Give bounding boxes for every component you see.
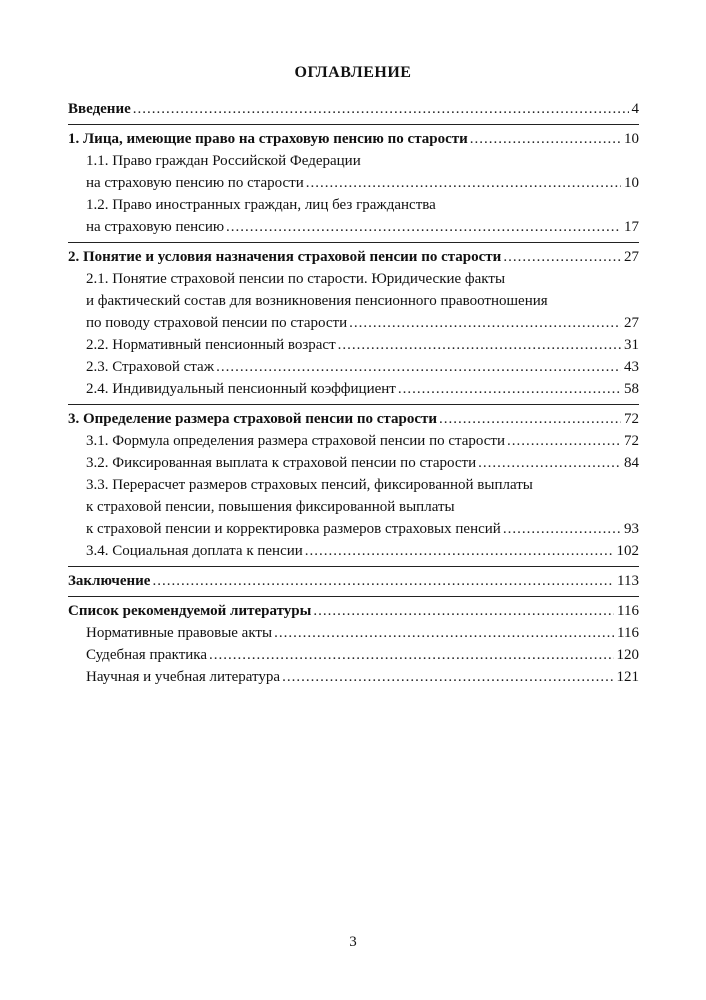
toc-entry-label: по поводу страховой пенсии по старости bbox=[86, 315, 348, 331]
toc-entry-1-2[interactable] bbox=[68, 216, 639, 238]
toc-page-number: 84 bbox=[624, 455, 639, 471]
toc-page-number: 120 bbox=[616, 647, 639, 663]
toc-entry-chapter-2[interactable] bbox=[68, 246, 639, 268]
toc-entry-label: 3.3. Перерасчет размеров страховых пенсий, фиксированной выплаты bbox=[86, 477, 533, 493]
toc-entry-2-1-line2[interactable] bbox=[68, 290, 639, 312]
dot-leader bbox=[209, 644, 613, 666]
toc-entry-label: 1. Лица, имеющие право на страховую пенсию по старости bbox=[68, 131, 468, 147]
toc-entry-2-1[interactable] bbox=[68, 312, 639, 334]
toc-entry-3-4[interactable] bbox=[68, 540, 639, 562]
toc-page-number: 102 bbox=[616, 543, 639, 559]
toc-entry-label: 2.2. Нормативный пенсионный возраст bbox=[86, 337, 336, 353]
toc-entry-label: 2.3. Страховой стаж bbox=[86, 359, 215, 375]
toc-entry-1-1[interactable] bbox=[68, 172, 639, 194]
dot-leader bbox=[216, 356, 621, 378]
dot-leader bbox=[274, 622, 614, 644]
toc-entry-label: 2.4. Индивидуальный пенсионный коэффициент bbox=[86, 381, 396, 397]
toc-entry-2-4[interactable] bbox=[68, 378, 639, 400]
table-of-contents bbox=[68, 98, 639, 688]
toc-entry-literature-3[interactable] bbox=[68, 666, 639, 688]
dot-leader bbox=[470, 128, 621, 150]
toc-entry-1-1-line1[interactable] bbox=[68, 150, 639, 172]
toc-page-number: 72 bbox=[624, 411, 639, 427]
toc-entry-label: на страховую пенсию по старости bbox=[86, 175, 304, 191]
toc-entry-1-2-line1[interactable] bbox=[68, 194, 639, 216]
toc-entry-2-1-line1[interactable] bbox=[68, 268, 639, 290]
toc-entry-literature-1[interactable] bbox=[68, 622, 639, 644]
toc-page-number: 72 bbox=[624, 433, 639, 449]
page-title: ОГЛАВЛЕНИЕ bbox=[294, 64, 412, 81]
toc-entry-label: Список рекомендуемой литературы bbox=[68, 603, 312, 619]
toc-entry-label: 1.1. Право граждан Российской Федерации bbox=[86, 153, 361, 169]
toc-page-number: 27 bbox=[624, 315, 639, 331]
section-divider bbox=[68, 404, 639, 405]
dot-leader bbox=[478, 452, 621, 474]
toc-entry-label: Научная и учебная литература bbox=[86, 669, 281, 685]
dot-leader bbox=[313, 600, 614, 622]
dot-leader bbox=[507, 430, 621, 452]
dot-leader bbox=[439, 408, 621, 430]
toc-entry-label: 1.2. Право иностранных граждан, лиц без гражданства bbox=[86, 197, 436, 213]
section-divider bbox=[68, 566, 639, 567]
toc-entry-label: 3.1. Формула определения размера страховой пенсии по старости bbox=[86, 433, 506, 449]
toc-entry-label: 3.4. Социальная доплата к пенсии bbox=[86, 543, 303, 559]
dot-leader bbox=[503, 246, 621, 268]
dot-leader bbox=[226, 216, 621, 238]
section-divider bbox=[68, 596, 639, 597]
toc-entry-label: к страховой пенсии и корректировка размеров страховых пенсий bbox=[86, 521, 501, 537]
section-divider bbox=[68, 242, 639, 243]
toc-entry-3-3-line1[interactable] bbox=[68, 474, 639, 496]
dot-leader bbox=[305, 540, 614, 562]
toc-entry-intro[interactable] bbox=[68, 98, 639, 120]
toc-page-number: 43 bbox=[624, 359, 639, 375]
toc-page-number: 116 bbox=[617, 603, 639, 619]
toc-entry-2-2[interactable] bbox=[68, 334, 639, 356]
toc-entry-label: и фактический состав для возникновения пенсионного правоотношения bbox=[86, 293, 548, 309]
toc-page-number: 27 bbox=[624, 249, 639, 265]
dot-leader bbox=[338, 334, 621, 356]
toc-entry-label: 2.1. Понятие страховой пенсии по старости. Юридические факты bbox=[86, 271, 506, 287]
toc-entry-label: 2. Понятие и условия назначения страховой пенсии по старости bbox=[68, 249, 502, 265]
section-divider bbox=[68, 124, 639, 125]
toc-page-number: 113 bbox=[617, 573, 639, 589]
toc-page-number: 31 bbox=[624, 337, 639, 353]
toc-page-number: 10 bbox=[624, 131, 639, 147]
toc-entry-label: Нормативные правовые акты bbox=[86, 625, 273, 641]
toc-entry-label: Заключение bbox=[68, 573, 151, 589]
toc-entry-2-3[interactable] bbox=[68, 356, 639, 378]
toc-entry-3-2[interactable] bbox=[68, 452, 639, 474]
toc-entry-label: на страховую пенсию bbox=[86, 219, 225, 235]
toc-page-number: 121 bbox=[616, 669, 639, 685]
toc-entry-label: Судебная практика bbox=[86, 647, 208, 663]
toc-entry-conclusion[interactable] bbox=[68, 570, 639, 592]
dot-leader bbox=[503, 518, 621, 540]
dot-leader bbox=[349, 312, 621, 334]
dot-leader bbox=[282, 666, 613, 688]
toc-page-number: 93 bbox=[624, 521, 639, 537]
dot-leader bbox=[133, 98, 629, 120]
toc-page-number: 116 bbox=[617, 625, 639, 641]
toc-page-number: 58 bbox=[624, 381, 639, 397]
page-number: 3 bbox=[349, 934, 357, 950]
toc-entry-label: к страховой пенсии, повышения фиксированной выплаты bbox=[86, 499, 455, 515]
toc-entry-literature-2[interactable] bbox=[68, 644, 639, 666]
dot-leader bbox=[152, 570, 614, 592]
toc-page-number: 10 bbox=[624, 175, 639, 191]
toc-entry-label: Введение bbox=[68, 101, 131, 117]
toc-page-number: 17 bbox=[624, 219, 639, 235]
toc-entry-label: 3.2. Фиксированная выплата к страховой пенсии по старости bbox=[86, 455, 477, 471]
toc-entry-3-1[interactable] bbox=[68, 430, 639, 452]
toc-entry-3-3[interactable] bbox=[68, 518, 639, 540]
toc-entry-literature[interactable] bbox=[68, 600, 639, 622]
dot-leader bbox=[398, 378, 621, 400]
toc-entry-chapter-1[interactable] bbox=[68, 128, 639, 150]
toc-entry-3-3-line2[interactable] bbox=[68, 496, 639, 518]
toc-entry-chapter-3[interactable] bbox=[68, 408, 639, 430]
toc-page-number: 4 bbox=[631, 101, 639, 117]
toc-entry-label: 3. Определение размера страховой пенсии по старости bbox=[68, 411, 437, 427]
dot-leader bbox=[306, 172, 621, 194]
